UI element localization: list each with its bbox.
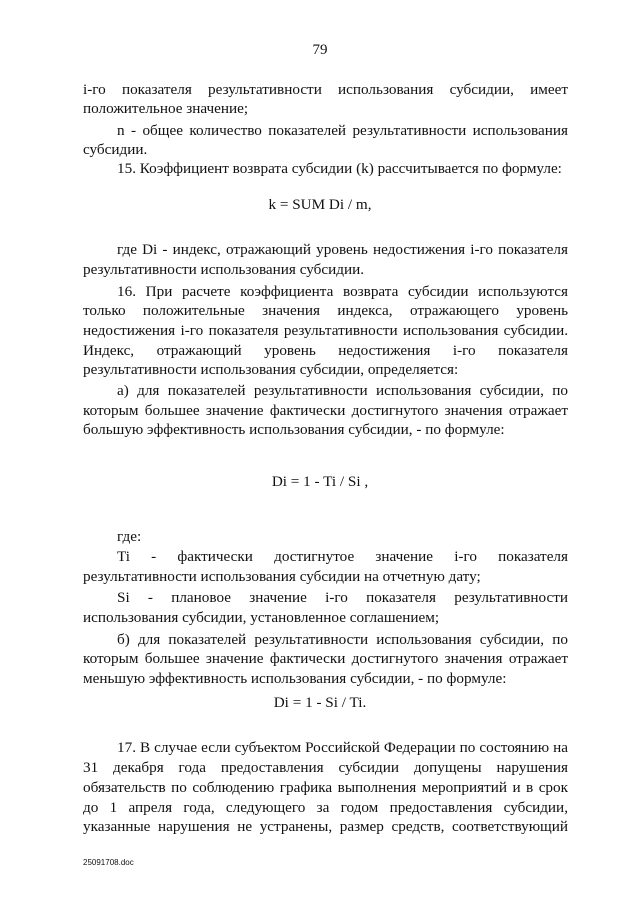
text-line: Индекс, отражающий уровень недостижения i-го показателя bbox=[83, 342, 568, 359]
formula: k = SUM Di / m, bbox=[268, 196, 372, 213]
text-line: 16. При расчете коэффициента возврата субсидии используются bbox=[117, 283, 568, 300]
text-line: Si - плановое значение i-го показателя результативности bbox=[117, 589, 568, 606]
text-line: 17. В случае если субъектом Российской Федерации по состоянию на bbox=[117, 739, 568, 756]
text-line: большую эффективность использования субсидии, - по формуле: bbox=[83, 421, 505, 438]
text-line: результативности использования субсидии. bbox=[83, 261, 365, 278]
text-line: только положительные значения индекса, отражающего уровень bbox=[83, 302, 568, 319]
text-line: где Di - индекс, отражающий уровень недостижения i-го показателя bbox=[117, 241, 568, 258]
text-line: n - общее количество показателей результативности использования bbox=[117, 122, 568, 139]
text-line: недостижения i-го показателя результативности использования субсидии. bbox=[83, 322, 568, 339]
text-line: Ti - фактически достигнутое значение i-го показателя bbox=[117, 548, 568, 565]
formula: Di = 1 - Ti / Si , bbox=[271, 473, 369, 490]
text-line: а) для показателей результативности использования субсидии, по bbox=[117, 382, 568, 399]
text-line: 31 декабря года предоставления субсидии допущены нарушения bbox=[83, 759, 568, 776]
text-line: результативности использования субсидии, определяется: bbox=[83, 361, 459, 378]
text-line: субсидии. bbox=[83, 141, 148, 158]
text-line: меньшую эффективность использования субсидии, - по формуле: bbox=[83, 670, 507, 687]
text-line: i-го показателя результативности использования субсидии, имеет bbox=[83, 81, 568, 98]
text-line: которым большее значение фактически достигнутого значения отражает bbox=[83, 650, 568, 667]
page-number: 79 bbox=[312, 42, 328, 58]
text-line: обязательств по соблюдению графика выполнения мероприятий и в срок bbox=[83, 779, 568, 796]
text-line: которым большее значение фактически достигнутого значения отражает bbox=[83, 402, 568, 419]
text-line: б) для показателей результативности использования субсидии, по bbox=[117, 631, 568, 648]
footer-filename: 25091708.doc bbox=[83, 858, 134, 867]
text-line: до 1 апреля года, следующего за годом предоставления субсидии, bbox=[83, 799, 568, 816]
text-line: положительное значение; bbox=[83, 100, 249, 117]
text-line: результативности использования субсидии на отчетную дату; bbox=[83, 568, 481, 585]
text-line: 15. Коэффициент возврата субсидии (k) рассчитывается по формуле: bbox=[117, 160, 562, 177]
formula: Di = 1 - Si / Ti. bbox=[273, 694, 367, 711]
text-line: использования субсидии, установленное соглашением; bbox=[83, 609, 440, 626]
text-line: указанные нарушения не устранены, размер средств, соответствующий bbox=[83, 818, 568, 835]
text-line: где: bbox=[117, 528, 142, 545]
